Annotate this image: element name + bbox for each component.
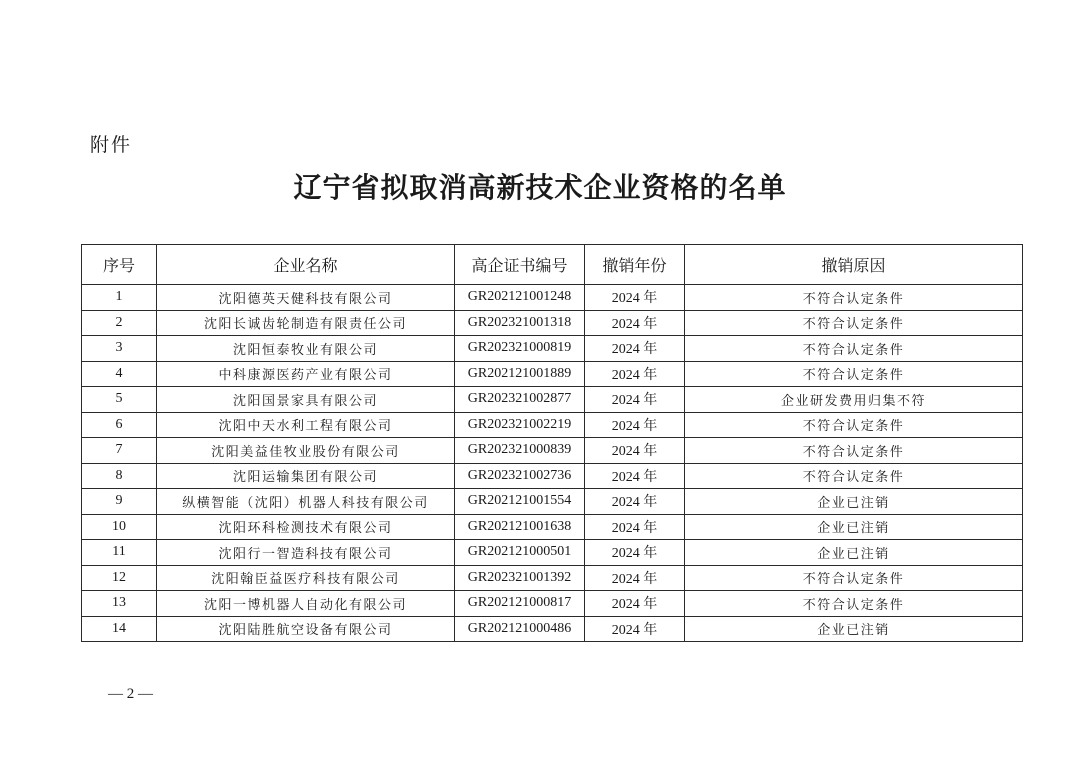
company-name-cell: 沈阳德英天健科技有限公司	[157, 285, 455, 311]
table-row	[82, 310, 1023, 336]
certificate-number-cell: GR202321000839	[455, 438, 585, 464]
certificate-number-cell: GR202321002219	[455, 412, 585, 438]
revoke-reason-cell: 不符合认定条件	[685, 463, 1023, 489]
certificate-number-cell: GR202121000486	[455, 616, 585, 642]
row-index: 13	[82, 591, 157, 617]
row-index: 11	[82, 540, 157, 566]
revoke-reason-cell: 不符合认定条件	[685, 438, 1023, 464]
revoke-reason-cell: 不符合认定条件	[685, 565, 1023, 591]
revoke-reason-cell: 不符合认定条件	[685, 361, 1023, 387]
table-row	[82, 285, 1023, 311]
certificate-number-cell: GR202321001318	[455, 310, 585, 336]
revoke-year-cell: 2024 年	[585, 565, 685, 591]
row-index: 3	[82, 336, 157, 362]
company-name-cell: 沈阳环科检测技术有限公司	[157, 514, 455, 540]
revoke-year-cell: 2024 年	[585, 361, 685, 387]
row-index: 6	[82, 412, 157, 438]
company-name-cell: 中科康源医药产业有限公司	[157, 361, 455, 387]
certificate-number-cell: GR202121001248	[455, 285, 585, 311]
company-name-cell: 沈阳陆胜航空设备有限公司	[157, 616, 455, 642]
header-revoke-year: 撤销年份	[585, 245, 685, 285]
table-header-row	[82, 245, 1023, 285]
revoke-reason-cell: 企业已注销	[685, 514, 1023, 540]
company-name-cell: 沈阳翰臣益医疗科技有限公司	[157, 565, 455, 591]
row-index: 8	[82, 463, 157, 489]
company-name-cell: 沈阳长诚齿轮制造有限责任公司	[157, 310, 455, 336]
revoke-year-cell: 2024 年	[585, 463, 685, 489]
row-index: 14	[82, 616, 157, 642]
revoke-year-cell: 2024 年	[585, 591, 685, 617]
revoke-year-cell: 2024 年	[585, 540, 685, 566]
certificate-number-cell: GR202121000501	[455, 540, 585, 566]
table-row	[82, 336, 1023, 362]
certificate-number-cell: GR202121001554	[455, 489, 585, 515]
revoke-year-cell: 2024 年	[585, 412, 685, 438]
table-body	[82, 285, 1023, 642]
table-row	[82, 438, 1023, 464]
certificate-number-cell: GR202321000819	[455, 336, 585, 362]
revoke-year-cell: 2024 年	[585, 514, 685, 540]
certificate-number-cell: GR202321002736	[455, 463, 585, 489]
company-name-cell: 沈阳国景家具有限公司	[157, 387, 455, 413]
header-company-name: 企业名称	[157, 245, 455, 285]
row-index: 10	[82, 514, 157, 540]
revoke-reason-cell: 不符合认定条件	[685, 285, 1023, 311]
certificate-number-cell: GR202121001889	[455, 361, 585, 387]
row-index: 7	[82, 438, 157, 464]
company-name-cell: 沈阳运输集团有限公司	[157, 463, 455, 489]
revocation-table	[81, 244, 1023, 642]
table-row	[82, 489, 1023, 515]
revoke-reason-cell: 不符合认定条件	[685, 336, 1023, 362]
row-index: 1	[82, 285, 157, 311]
revoke-year-cell: 2024 年	[585, 310, 685, 336]
certificate-number-cell: GR202321001392	[455, 565, 585, 591]
revoke-year-cell: 2024 年	[585, 336, 685, 362]
company-name-cell: 沈阳美益佳牧业股份有限公司	[157, 438, 455, 464]
revoke-year-cell: 2024 年	[585, 387, 685, 413]
revoke-year-cell: 2024 年	[585, 285, 685, 311]
revoke-reason-cell: 不符合认定条件	[685, 412, 1023, 438]
certificate-number-cell: GR202321002877	[455, 387, 585, 413]
revoke-reason-cell: 企业已注销	[685, 616, 1023, 642]
revoke-year-cell: 2024 年	[585, 616, 685, 642]
company-name-cell: 沈阳恒泰牧业有限公司	[157, 336, 455, 362]
revoke-year-cell: 2024 年	[585, 489, 685, 515]
header-index: 序号	[82, 245, 157, 285]
revoke-reason-cell: 不符合认定条件	[685, 591, 1023, 617]
table-row	[82, 514, 1023, 540]
table-row	[82, 463, 1023, 489]
document-title: 辽宁省拟取消高新技术企业资格的名单	[293, 171, 787, 204]
revoke-reason-cell: 不符合认定条件	[685, 310, 1023, 336]
table-row	[82, 387, 1023, 413]
revoke-year-cell: 2024 年	[585, 438, 685, 464]
row-index: 4	[82, 361, 157, 387]
page-number: — 2 —	[108, 686, 153, 702]
row-index: 12	[82, 565, 157, 591]
row-index: 9	[82, 489, 157, 515]
table-row	[82, 540, 1023, 566]
row-index: 2	[82, 310, 157, 336]
revoke-reason-cell: 企业研发费用归集不符	[685, 387, 1023, 413]
company-name-cell: 沈阳中天水利工程有限公司	[157, 412, 455, 438]
company-name-cell: 纵横智能（沈阳）机器人科技有限公司	[157, 489, 455, 515]
table-row	[82, 616, 1023, 642]
table-row	[82, 591, 1023, 617]
header-revoke-reason: 撤销原因	[685, 245, 1023, 285]
company-name-cell: 沈阳行一智造科技有限公司	[157, 540, 455, 566]
table-row	[82, 412, 1023, 438]
header-certificate-number: 高企证书编号	[455, 245, 585, 285]
attachment-label: 附件	[90, 134, 133, 156]
revoke-reason-cell: 企业已注销	[685, 489, 1023, 515]
company-name-cell: 沈阳一博机器人自动化有限公司	[157, 591, 455, 617]
table-row	[82, 565, 1023, 591]
table-row	[82, 361, 1023, 387]
certificate-number-cell: GR202121001638	[455, 514, 585, 540]
certificate-number-cell: GR202121000817	[455, 591, 585, 617]
row-index: 5	[82, 387, 157, 413]
revoke-reason-cell: 企业已注销	[685, 540, 1023, 566]
